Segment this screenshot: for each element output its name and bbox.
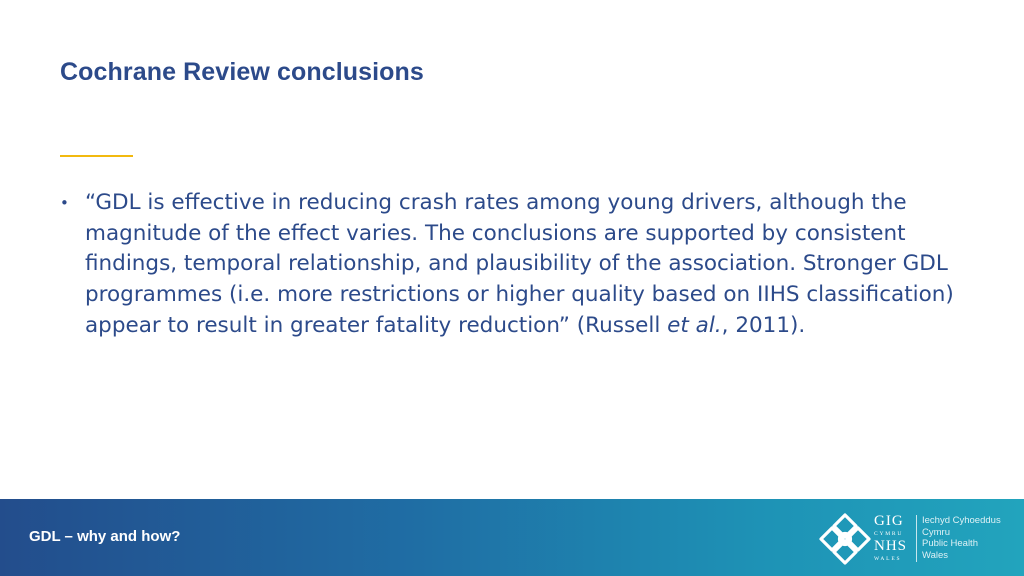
logo-welsh-name-2: Cymru: [922, 526, 950, 538]
footer-label: GDL – why and how?: [29, 528, 181, 545]
nhs-wales-wordmark: [874, 512, 914, 566]
quote-text: “GDL is effective in reducing crash rates among young drivers, although the magnitude of the effect varies. The conclusions are supported by consistent findings, temporal relationship, and plausibility of the association. Stronger GDL programmes (i.e. more restrictions or higher quality based on IIHS classification) appear to result in greater fatality reduction” (Russell: [85, 190, 954, 338]
logo-welsh-name-1: Iechyd Cyhoeddus: [922, 515, 1001, 526]
logo-nhs: NHS: [874, 538, 908, 554]
footer-bar: [0, 499, 1024, 576]
slide-title: Cochrane Review conclusions: [60, 58, 424, 86]
logo-wales: WALES: [874, 556, 902, 562]
title-accent-rule: [60, 155, 133, 157]
bullet-marker: •: [60, 194, 69, 212]
citation-et-al: et al.: [667, 312, 722, 338]
logo-organisation-name: [922, 515, 1012, 561]
logo-divider: [916, 515, 917, 562]
public-health-wales-logo: [818, 512, 1008, 566]
logo-gig: GIG: [874, 513, 904, 529]
logo-cymru: CYMRU: [874, 531, 904, 537]
logo-english-name-1: Public Health: [922, 538, 978, 549]
citation-year: , 2011).: [721, 312, 806, 338]
logo-english-name-2: Wales: [922, 549, 949, 561]
bullet-list: [60, 188, 980, 342]
nhs-wales-celtic-knot-icon: [818, 512, 872, 566]
bullet-item: [60, 188, 980, 342]
